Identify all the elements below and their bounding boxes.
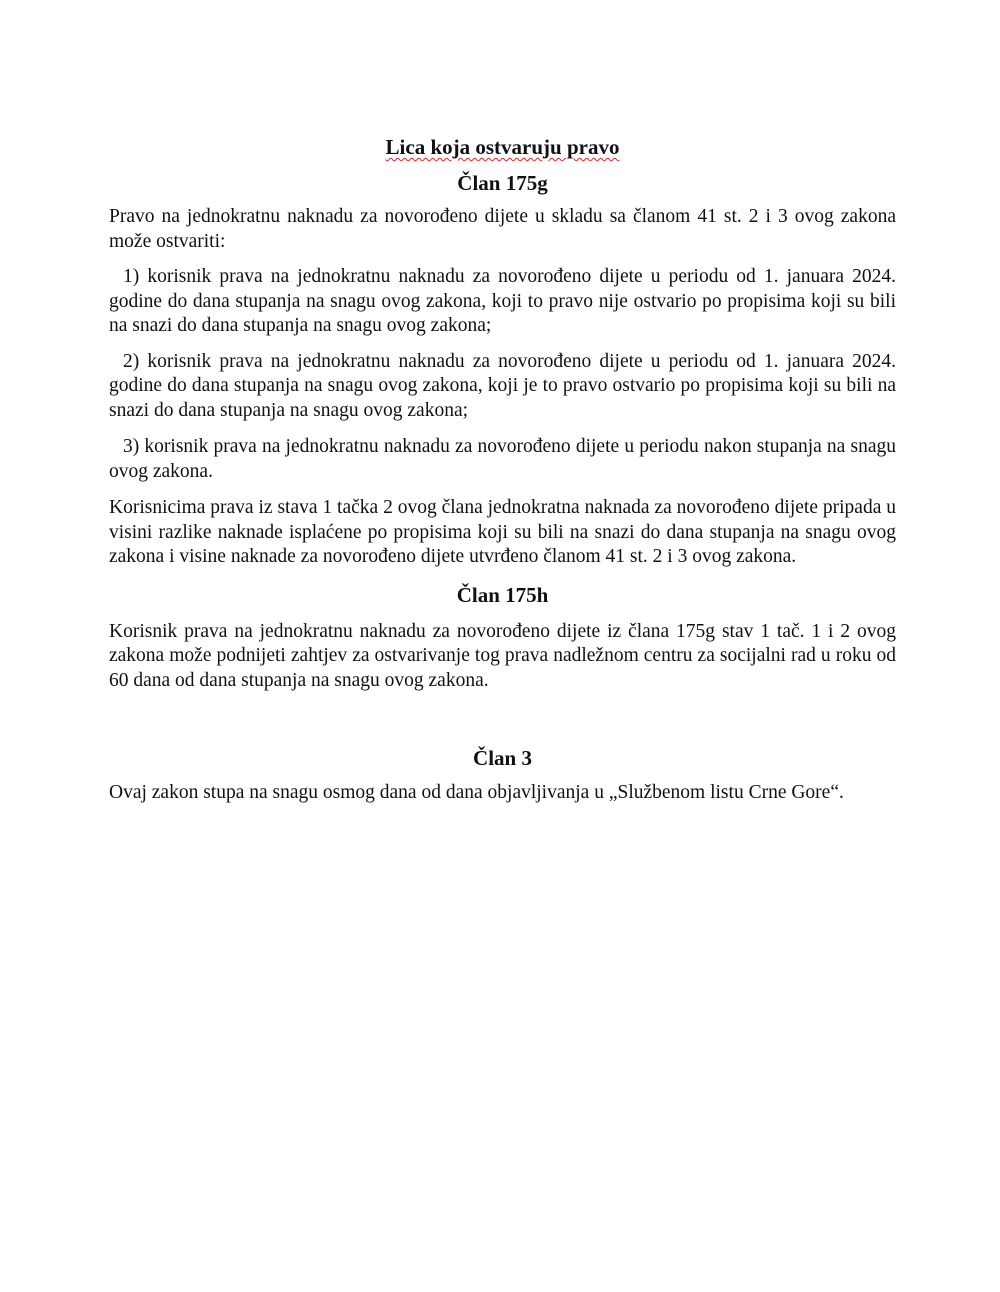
list-item-2: 2) korisnik prava na jednokratnu naknadu za novorođeno dijete u periodu od 1. januara 2024. godine do dana stupanja na snagu ovog zakona, koji je to pravo ostvario po propisima koji su bili na snazi do dana stupanja na snagu ovog zakona; bbox=[109, 350, 896, 421]
article-heading-3: Član 3 bbox=[473, 746, 532, 770]
section-heading: Lica koja ostvaruju pravo bbox=[385, 135, 620, 159]
list-item-3: 3) korisnik prava na jednokratnu naknadu za novorođeno dijete u periodu nakon stupanja na snagu ovog zakona. bbox=[109, 436, 896, 482]
difference-paragraph: Korisnicima prava iz stava 1 tačka 2 ovog člana jednokratna naknada za novorođeno dijete pripada u visini razlike naknade isplaćene po propisima koji su bili na snazi do dana stupanja na snagu ovog zakona i visine naknade za novorođeno dijete utvrđeno članom 41 st. 2 i 3 ovog zakona. bbox=[109, 497, 896, 567]
document-page bbox=[109, 128, 896, 806]
article-heading-175g: Član 175g bbox=[457, 171, 548, 195]
article-175h-paragraph: Korisnik prava na jednokratnu naknadu za novorođeno dijete iz člana 175g stav 1 tač. 1 i 2 ovog zakona može podnijeti zahtjev za ostvarivanje tog prava nadležnom centru za socijalni rad u roku od 60 dana od dana stupanja na snagu ovog zakona. bbox=[109, 620, 896, 691]
article-heading-175h: Član 175h bbox=[456, 582, 549, 607]
article-3-paragraph: Ovaj zakon stupa na snagu osmog dana od dana objavljivanja u „Službenom listu Crne Gore“. bbox=[109, 782, 844, 803]
list-item-1: 1) korisnik prava na jednokratnu naknadu za novorođeno dijete u periodu od 1. januara 2024. godine do dana stupanja na snagu ovog zakona, koji to pravo nije ostvario po propisima koji su bili na snazi do dana stupanja na snagu ovog zakona; bbox=[109, 266, 896, 336]
intro-paragraph: Pravo na jednokratnu naknadu za novorođeno dijete u skladu sa članom 41 st. 2 i 3 ovog zakona može ostvariti: bbox=[109, 206, 896, 252]
